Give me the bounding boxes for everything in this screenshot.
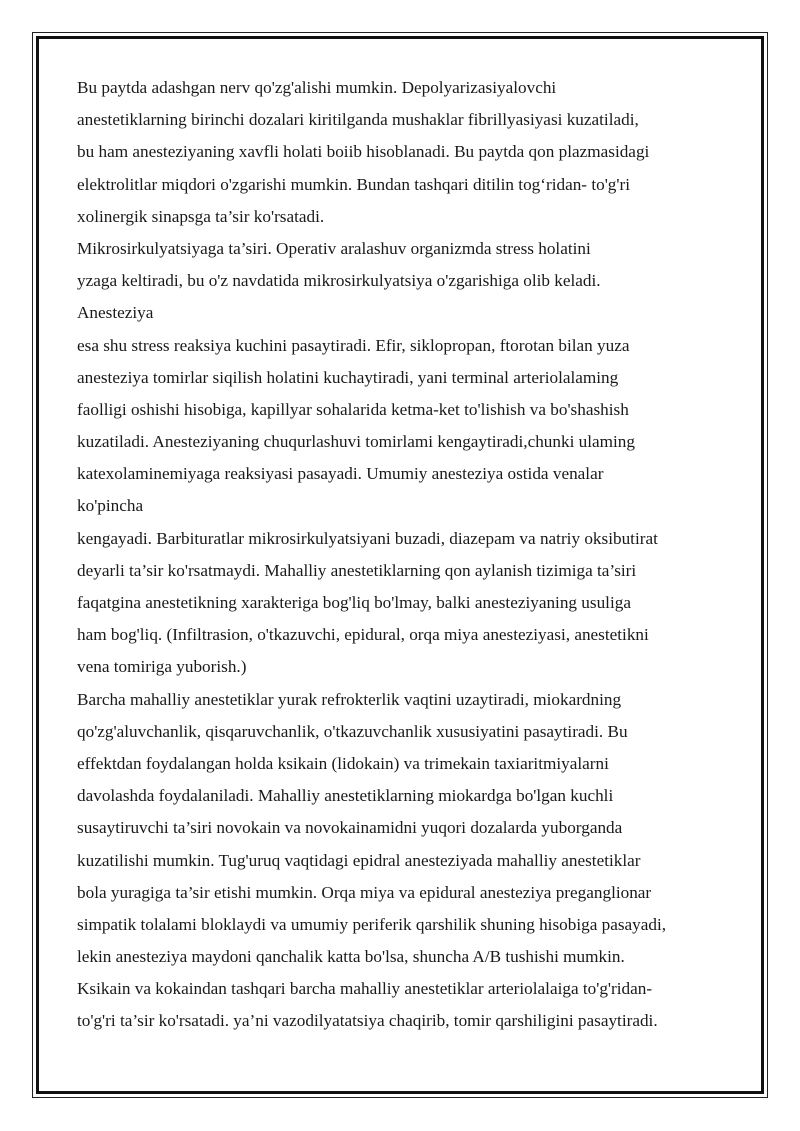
text-line: ham bog'liq. (Infiltrasion, o'tkazuvchi, epidural, orqa miya anesteziyasi, anestetikni bbox=[77, 625, 649, 645]
text-line: Mikrosirkulyatsiyaga ta’siri. Operativ aralashuv organizmda stress holatini bbox=[77, 238, 591, 258]
text-line: simpatik tolalami bloklaydi va umumiy periferik qarshilik shuning hisobiga pasayadi, bbox=[77, 914, 667, 934]
text-line: ko'pincha bbox=[77, 496, 144, 516]
text-line: yzaga keltiradi, bu o'z navdatida mikrosirkulyatsiya o'zgarishiga olib keladi. bbox=[77, 271, 601, 291]
text-line: esa shu stress reaksiya kuchini pasaytiradi. Efir, siklopropan, ftorotan bilan yuza bbox=[77, 335, 630, 355]
text-line: kuzatilishi mumkin. Tug'uruq vaqtidagi epidral anesteziyada mahalliy anestetiklar bbox=[77, 850, 641, 870]
text-line: bu ham anesteziyaning xavfli holati boiib hisoblanadi. Bu paytda qon plazmasidagi bbox=[77, 142, 650, 162]
text-line: Anesteziya bbox=[77, 303, 154, 323]
text-line: kuzatiladi. Anesteziyaning chuqurlashuvi tomirlami kengaytiradi,chunki ulaming bbox=[77, 432, 635, 452]
text-line: Barcha mahalliy anestetiklar yurak refrokterlik vaqtini uzaytiradi, miokardning bbox=[77, 689, 622, 709]
text-line: anestetiklarning birinchi dozalari kiritilganda mushaklar fibrillyasiyasi kuzatiladi, bbox=[77, 110, 639, 130]
text-line: deyarli ta’sir ko'rsatmaydi. Mahalliy anestetiklarning qon aylanish tizimiga ta’siri bbox=[77, 560, 637, 580]
text-line: susaytiruvchi ta’siri novokain va novokainamidni yuqori dozalarda yuborganda bbox=[77, 818, 623, 838]
text-line: anesteziya tomirlar siqilish holatini kuchaytiradi, yani terminal arteriolalaming bbox=[77, 367, 619, 387]
text-line: bola yuragiga ta’sir etishi mumkin. Orqa miya va epidural anesteziya preganglionar bbox=[77, 882, 652, 902]
text-line: vena tomiriga yuborish.) bbox=[77, 657, 247, 677]
text-line: faqatgina anestetikning xarakteriga bog'liq bo'lmay, balki anesteziyaning usuliga bbox=[77, 593, 631, 612]
text-line: xolinergik sinapsga ta’sir ko'rsatadi. bbox=[77, 206, 325, 226]
text-line: davolashda foydalaniladi. Mahalliy anestetiklarning miokardga bo'lgan kuchli bbox=[77, 786, 614, 806]
text-line: Bu paytda adashgan nerv qo'zg'alishi mumkin. Depolyarizasiyalovchi bbox=[77, 78, 557, 97]
text-line: katexolaminemiyaga reaksiyasi pasayadi. Umumiy anesteziya ostida venalar bbox=[77, 464, 604, 484]
text-line: kengayadi. Barbituratlar mikrosirkulyatsiyani buzadi, diazepam va natriy oksibutirat bbox=[77, 528, 658, 548]
text-line: to'g'ri ta’sir ko'rsatadi. ya’ni vazodilyatatsiya chaqirib, tomir qarshiligini pasaytiradi. bbox=[77, 1011, 658, 1031]
text-line: effektdan foydalangan holda ksikain (lidokain) va trimekain taxiaritmiyalarni bbox=[77, 753, 609, 773]
text-line: Ksikain va kokaindan tashqari barcha mahalliy anestetiklar arteriolalaiga to'g'ridan- bbox=[77, 979, 653, 999]
document-body bbox=[77, 76, 737, 1042]
text-line: qo'zg'aluvchanlik, qisqaruvchanlik, o'tkazuvchanlik xususiyatini pasaytiradi. Bu bbox=[77, 721, 628, 741]
text-line: faolligi oshishi hisobiga, kapillyar sohalarida ketma-ket to'lishish va bo'shashish bbox=[77, 399, 629, 419]
text-line: elektrolitlar miqdori o'zgarishi mumkin. Bundan tashqari ditilin tog‘ridan- to'g'ri bbox=[77, 174, 630, 194]
text-line: lekin anesteziya maydoni qanchalik katta bo'lsa, shuncha A/B tushishi mumkin. bbox=[77, 947, 625, 967]
